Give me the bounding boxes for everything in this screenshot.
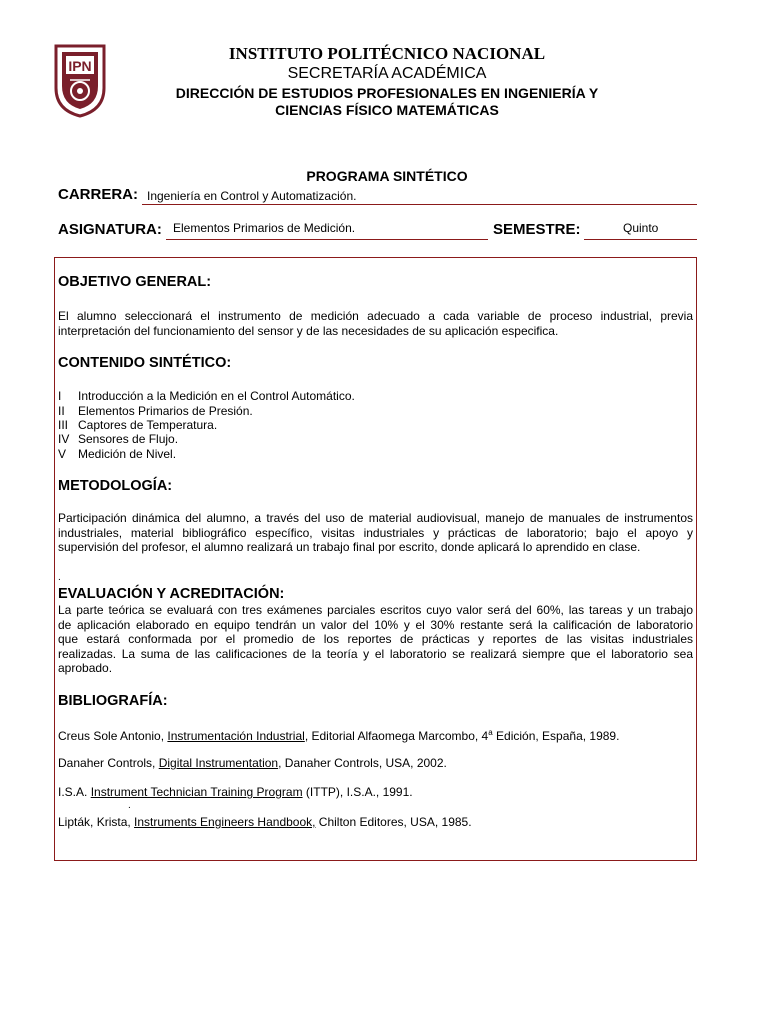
item-num: III xyxy=(58,418,69,432)
program-title: PROGRAMA SINTÉTICO xyxy=(306,168,468,184)
bib-entry-4 xyxy=(58,815,472,829)
bib-details: , Danaher Controls, USA, 2002. xyxy=(278,756,447,770)
evaluacion-line-1: La parte teórica se evaluará con tres exámenes parciales escritos cuyo valor será del 60%, las tareas y un trabajo xyxy=(58,603,693,617)
evaluacion-line-5: aprobado. xyxy=(58,661,113,676)
metodologia-line-2: industriales, material bibliográfico específico, visitas industriales y prácticas de laboratorio; bajo el apoyo y xyxy=(58,525,693,540)
metodologia-heading: METODOLOGÍA: xyxy=(58,478,173,494)
contenido-item-5 xyxy=(58,447,176,461)
bib-entry-3 xyxy=(58,785,413,799)
asignatura-value: Elementos Primarios de Medición. xyxy=(173,221,356,235)
asignatura-underline xyxy=(166,239,488,240)
semestre-value: Quinto xyxy=(623,221,659,235)
bib-title: Instrumentación Industrial xyxy=(167,729,305,743)
objetivo-line-1: El alumno seleccionará el instrumento de medición adecuado a cada variable de proceso industrial, previa xyxy=(58,309,693,323)
bib-author: Lipták, Krista, xyxy=(58,815,135,829)
item-num: I xyxy=(58,389,62,403)
bib-details: (ITTP), I.S.A., 1991. xyxy=(302,785,413,799)
evaluacion-line-4: realizadas. La suma de las calificaciones de la teoría y el laboratorio se realizará siempre que el laboratorio sea xyxy=(58,646,693,661)
item-text: Introducción a la Medición en el Control Automático. xyxy=(78,389,355,403)
evaluacion-line-2: de aplicación elaborado en equipo tendrán un valor del 10% y el 30% restante será la calificación de laboratorio xyxy=(58,617,693,632)
bib-author: Danaher Controls, xyxy=(58,756,159,770)
item-text: Captores de Temperatura. xyxy=(78,418,218,432)
bib-title: Instrument Technician Training Program xyxy=(90,785,303,799)
objetivo-text xyxy=(58,309,693,338)
carrera-value: Ingeniería en Control y Automatización. xyxy=(147,189,357,203)
objetivo-heading: OBJETIVO GENERAL: xyxy=(58,274,212,290)
bib-title: Digital Instrumentation xyxy=(158,756,279,770)
bib-entry-2 xyxy=(58,756,447,770)
item-num: IV xyxy=(58,432,70,446)
item-text: Medición de Nivel. xyxy=(78,447,177,461)
contenido-item-1 xyxy=(58,389,355,403)
contenido-item-2 xyxy=(58,404,253,418)
semestre-underline xyxy=(584,239,697,240)
item-text: Elementos Primarios de Presión. xyxy=(78,404,253,418)
metodologia-text xyxy=(58,511,693,555)
ipn-logo xyxy=(52,44,108,118)
metodologia-line-1: Participación dinámica del alumno, a través del uso de material audiovisual, manejo de manuales de instrumentos xyxy=(58,511,693,525)
item-num: V xyxy=(58,447,67,461)
objetivo-line-2: interpretación del funcionamiento del sensor y de las necesidades de su aplicación especifica. xyxy=(58,323,559,338)
evaluacion-heading: EVALUACIÓN Y ACREDITACIÓN: xyxy=(58,586,285,602)
evaluacion-text xyxy=(58,603,693,676)
bib-superscript: a xyxy=(488,728,493,737)
item-text: Sensores de Flujo. xyxy=(78,432,179,446)
bib-entry-1 xyxy=(58,728,619,743)
secretaria-name: SECRETARÍA ACADÉMICA xyxy=(287,65,487,82)
bib-details: , Editorial Alfaomega Marcombo, 4 xyxy=(304,729,489,743)
semestre-label: SEMESTRE: xyxy=(493,221,581,238)
stray-dot-2: . xyxy=(128,800,131,811)
direccion-line-1: DIRECCIÓN DE ESTUDIOS PROFESIONALES EN INGENIERÍA Y xyxy=(175,85,599,101)
bibliografia-heading: BIBLIOGRAFÍA: xyxy=(58,693,168,709)
contenido-item-3 xyxy=(58,418,217,432)
bib-title: Instruments Engineers Handbook, xyxy=(134,815,316,829)
logo-text: IPN xyxy=(68,58,92,74)
evaluacion-line-3: que estará conformada por el promedio de los reportes de prácticas y reportes de las visitas industriales xyxy=(58,632,693,647)
item-num: II xyxy=(58,404,65,418)
bib-author: Creus Sole Antonio, xyxy=(58,729,168,743)
stray-dot: . xyxy=(58,572,61,583)
carrera-label: CARRERA: xyxy=(58,186,138,203)
content-box xyxy=(54,257,697,861)
carrera-underline xyxy=(142,204,697,205)
direccion-line-2: CIENCIAS FÍSICO MATEMÁTICAS xyxy=(275,102,499,118)
bib-details: Chilton Editores, USA, 1985. xyxy=(315,815,472,829)
contenido-item-4 xyxy=(58,432,178,446)
bib-details-2: Edición, España, 1989. xyxy=(492,729,620,743)
metodologia-line-3: supervisión del profesor, el alumno realizará un trabajo final por escrito, donde aplicará lo aprendido en clase. xyxy=(58,540,641,555)
contenido-heading: CONTENIDO SINTÉTICO: xyxy=(58,355,232,371)
institute-name: INSTITUTO POLITÉCNICO NACIONAL xyxy=(228,44,546,63)
bib-author: I.S.A. xyxy=(58,785,91,799)
asignatura-label: ASIGNATURA: xyxy=(58,221,162,238)
